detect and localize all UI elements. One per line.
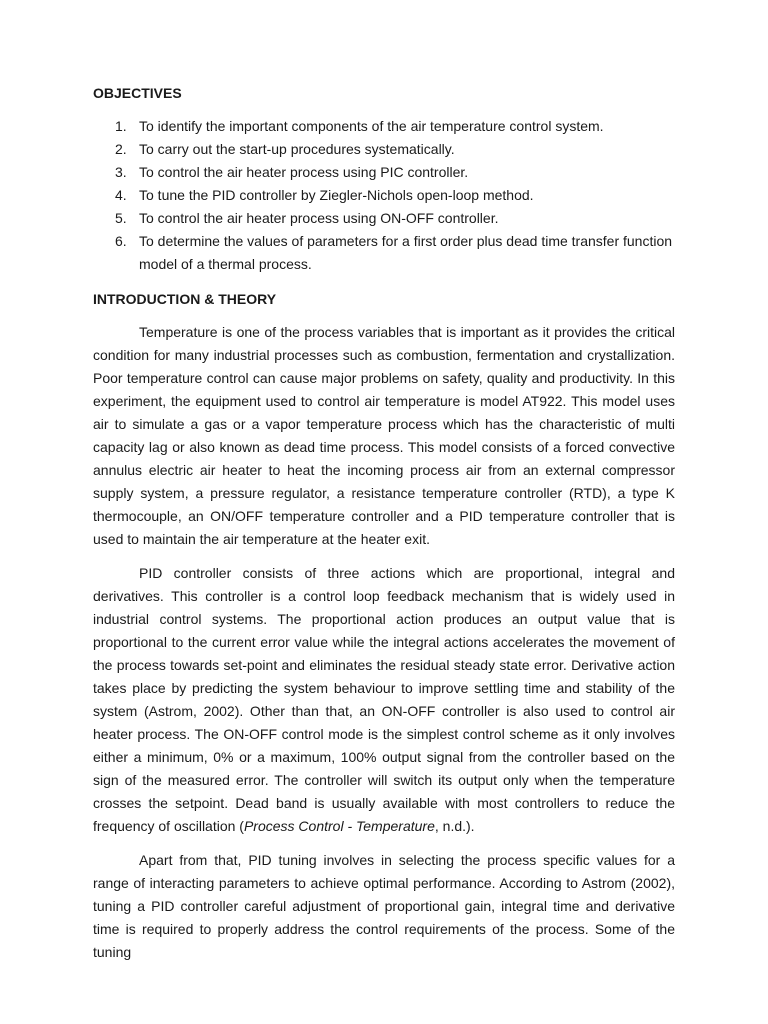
citation-title: Process Control - Temperature — [243, 818, 435, 834]
list-item-number: 1. — [115, 118, 127, 134]
paragraph-temperature: Temperature is one of the process variables that is important as it provides the critical condition for many industrial processes such as combustion, fermentation and crystallization. Poor temperature control can cause major problems on safety, quality and productivity. In this experiment, the equipment used to control air temperature is model AT922. This model uses air to simulate a gas or a vapor temperature process which has the characteristic of multi capacity lag or also known as dead time process. This model consists of a forced convective annulus electric air heater to heat the incoming process air from an external compressor supply system, a pressure regulator, a resistance temperature controller (RTD), a type K thermocouple, an ON/OFF temperature controller and a PID temperature controller that is used to maintain the air temperature at the heater exit. — [93, 324, 675, 547]
list-item-text: To determine the values of parameters for a first order plus dead time transfer function model of a thermal process. — [139, 233, 673, 272]
list-item — [93, 138, 675, 161]
list-item-number: 4. — [115, 187, 127, 203]
paragraph-pid-controller — [93, 562, 675, 838]
list-item-text: To carry out the start-up procedures systematically. — [139, 141, 455, 157]
list-item — [93, 115, 675, 138]
document-page — [93, 82, 675, 975]
list-item-number: 3. — [115, 164, 127, 180]
objectives-list — [93, 115, 675, 276]
list-item-text: To control the air heater process using PIC controller. — [139, 164, 469, 180]
list-item — [93, 161, 675, 184]
objectives-heading: OBJECTIVES — [93, 85, 182, 101]
paragraph-text: PID controller consists of three actions which are proportional, integral and derivatives. This controller is a control loop feedback mechanism that is widely used in industrial control systems. The proportional action produces an output value that is proportional to the current error value while the integral actions accelerates the movement of the process towards set-point and eliminates the residual steady state error. Derivative action takes place by predicting the system behaviour to improve settling time and stability of the system (Astrom, 2002). Other than that, an ON-OFF controller is also used to control air heater process. The ON-OFF control mode is the simplest control scheme as it only involves either a minimum, 0% or a maximum, 100% output signal from the controller based on the sign of the measured error. The controller will switch its output only when the temperature crosses the setpoint. Dead band is usually available with most controllers to reduce the frequency of oscillation ( — [93, 565, 675, 834]
citation-end: , n.d.). — [434, 818, 475, 834]
list-item — [93, 184, 675, 207]
list-item-number: 5. — [115, 210, 127, 226]
introduction-heading: INTRODUCTION & THEORY — [93, 291, 277, 307]
paragraph-pid-tuning: Apart from that, PID tuning involves in selecting the process specific values for a range of interacting parameters to achieve optimal performance. According to Astrom (2002), tuning a PID controller careful adjustment of proportional gain, integral time and derivative time is required to properly address the control requirements of the process. Some of the tuning — [93, 852, 675, 960]
list-item-text: To control the air heater process using ON-OFF controller. — [139, 210, 499, 226]
list-item-text: To tune the PID controller by Ziegler-Nichols open-loop method. — [139, 187, 534, 203]
list-item-number: 6. — [115, 233, 127, 249]
list-item-text: To identify the important components of the air temperature control system. — [139, 118, 604, 134]
list-item-number: 2. — [115, 141, 127, 157]
list-item — [93, 207, 675, 230]
list-item — [93, 230, 675, 276]
